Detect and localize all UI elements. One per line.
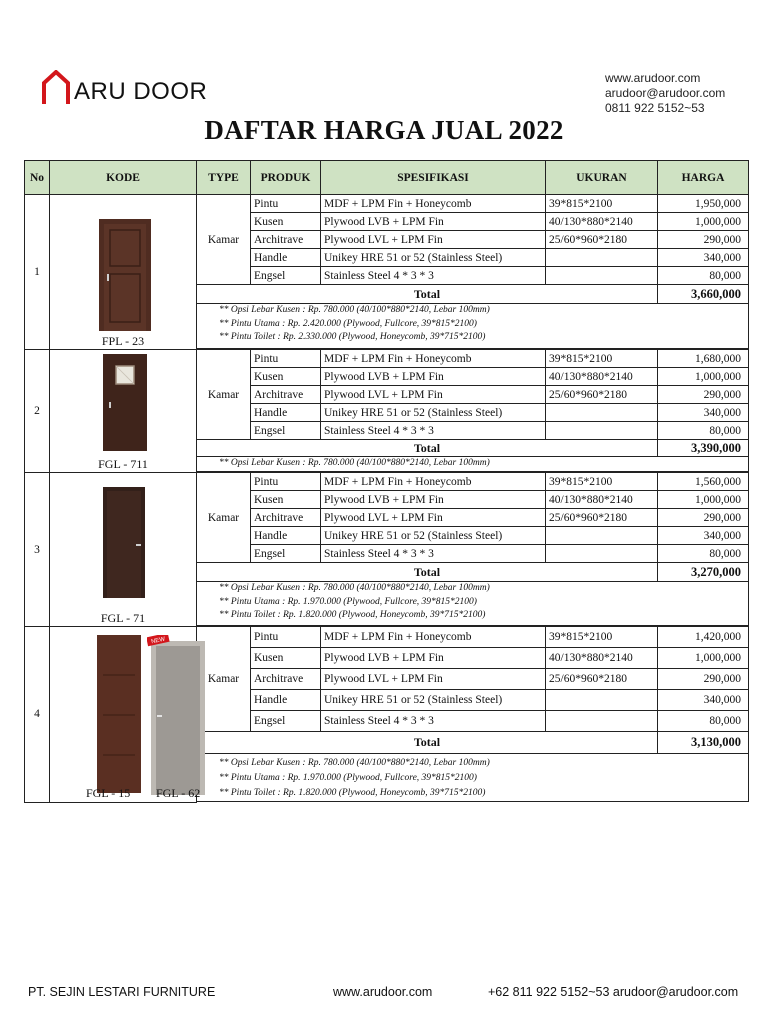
product-type: Kamar [197,195,251,285]
contact-phone: 0811 922 5152~53 [605,101,705,115]
ukuran-cell [546,404,658,422]
note-line: ** Pintu Toilet : Rp. 1.820.000 (Plywood, Honeycomb, 39*715*2100) [219,788,486,798]
header-kode: KODE [50,161,197,195]
produk-cell: Engsel [251,422,321,440]
ukuran-cell: 39*815*2100 [546,473,658,491]
harga-cell: 1,680,000 [658,350,749,368]
row-number: 2 [25,350,50,473]
note-line: ** Pintu Toilet : Rp. 2.330.000 (Plywood, Honeycomb, 39*715*2100) [219,332,486,342]
brand-name: ARU DOOR [74,78,208,105]
note-line: ** Pintu Toilet : Rp. 1.820.000 (Plywood, Honeycomb, 39*715*2100) [219,610,486,620]
header-no: No [25,161,50,195]
harga-cell: 290,000 [658,386,749,404]
spesifikasi-cell: Plywood LVB + LPM Fin [321,368,546,386]
harga-cell: 1,560,000 [658,473,749,491]
produk-cell: Kusen [251,491,321,509]
spesifikasi-cell: MDF + LPM Fin + Honeycomb [321,627,546,648]
header-spesifikasi: SPESIFIKASI [321,161,546,195]
notes-cell [197,304,749,349]
spesifikasi-cell: Unikey HRE 51 or 52 (Stainless Steel) [321,404,546,422]
spesifikasi-cell: Unikey HRE 51 or 52 (Stainless Steel) [321,690,546,711]
product-code: FGL - 15 [86,785,131,800]
spesifikasi-cell: Plywood LVL + LPM Fin [321,386,546,404]
notes-cell [197,582,749,626]
footer-contact: +62 811 922 5152~53 arudoor@arudoor.com [488,985,739,999]
contact-email[interactable]: arudoor@arudoor.com [605,86,726,100]
harga-cell: 1,420,000 [658,627,749,648]
spesifikasi-cell: Plywood LVB + LPM Fin [321,648,546,669]
spesifikasi-cell: MDF + LPM Fin + Honeycomb [321,195,546,213]
harga-cell: 1,000,000 [658,368,749,386]
row-number: 4 [25,627,50,803]
total-label: Total [197,285,658,304]
product-code: FGL - 71 [100,611,146,625]
row-number: 1 [25,195,50,350]
ukuran-cell: 25/60*960*2180 [546,386,658,404]
product-code: FGL - 62 [156,785,201,800]
notes-cell [197,457,749,472]
harga-cell: 80,000 [658,545,749,563]
note-line: ** Pintu Utama : Rp. 1.970.000 (Plywood, Fullcore, 39*815*2100) [219,596,477,607]
spesifikasi-cell: Plywood LVL + LPM Fin [321,669,546,690]
product-type: Kamar [197,473,251,563]
produk-cell: Kusen [251,648,321,669]
harga-cell: 80,000 [658,267,749,285]
table-row [25,195,749,213]
page-title: DAFTAR HARGA JUAL 2022 [204,115,564,145]
harga-cell: 340,000 [658,249,749,267]
produk-cell: Handle [251,249,321,267]
table-row [25,350,749,368]
ukuran-cell [546,527,658,545]
note-line: ** Opsi Lebar Kusen : Rp. 780.000 (40/100*880*2140, Lebar 100mm) [219,305,490,315]
header-produk: PRODUK [251,161,321,195]
produk-cell: Pintu [251,627,321,648]
contact-block [605,71,725,116]
note-line: ** Pintu Utama : Rp. 2.420.000 (Plywood, Fullcore, 39*815*2100) [219,318,477,329]
ukuran-cell: 39*815*2100 [546,195,658,213]
notes-cell [197,754,749,802]
contact-website[interactable]: www.arudoor.com [605,71,701,85]
door-fgl71-image [103,487,145,598]
ukuran-cell: 40/130*880*2140 [546,491,658,509]
produk-cell: Engsel [251,545,321,563]
note-line: ** Opsi Lebar Kusen : Rp. 780.000 (40/100*880*2140, Lebar 100mm) [219,583,490,593]
ukuran-cell: 25/60*960*2180 [546,669,658,690]
note-line: ** Opsi Lebar Kusen : Rp. 780.000 (40/100*880*2140, Lebar 100mm) [219,458,490,468]
product-code: FPL - 23 [101,334,145,348]
product-type: Kamar [197,627,251,732]
ukuran-cell: 40/130*880*2140 [546,368,658,386]
ukuran-cell: 25/60*960*2180 [546,509,658,527]
spesifikasi-cell: Plywood LVB + LPM Fin [321,491,546,509]
product-image-cell [50,195,197,350]
harga-cell: 340,000 [658,527,749,545]
header-harga: HARGA [658,161,749,195]
ukuran-cell: 40/130*880*2140 [546,648,658,669]
harga-cell: 80,000 [658,422,749,440]
produk-cell: Pintu [251,350,321,368]
produk-cell: Kusen [251,368,321,386]
harga-cell: 80,000 [658,711,749,732]
ukuran-cell [546,249,658,267]
spesifikasi-cell: Plywood LVL + LPM Fin [321,231,546,249]
produk-cell: Handle [251,404,321,422]
header-ukuran: UKURAN [546,161,658,195]
header-type: TYPE [197,161,251,195]
spesifikasi-cell: Plywood LVL + LPM Fin [321,509,546,527]
table-row [25,473,749,491]
ukuran-cell: 39*815*2100 [546,350,658,368]
footer-website[interactable]: www.arudoor.com [333,985,433,999]
product-code: FGL - 711 [98,457,148,471]
total-label: Total [197,440,658,457]
harga-cell: 290,000 [658,669,749,690]
harga-cell: 1,950,000 [658,195,749,213]
ukuran-cell [546,545,658,563]
total-value: 3,130,000 [658,732,749,754]
note-line: ** Pintu Utama : Rp. 1.970.000 (Plywood, Fullcore, 39*815*2100) [219,773,477,783]
row-number: 3 [25,473,50,627]
product-image-cell [50,350,197,473]
harga-cell: 290,000 [658,509,749,527]
new-badge: NEW [150,636,166,646]
produk-cell: Engsel [251,711,321,732]
spesifikasi-cell: Plywood LVB + LPM Fin [321,213,546,231]
total-value: 3,270,000 [658,563,749,582]
spesifikasi-cell: MDF + LPM Fin + Honeycomb [321,473,546,491]
produk-cell: Architrave [251,669,321,690]
produk-cell: Handle [251,690,321,711]
house-logo-icon [42,70,70,106]
produk-cell: Pintu [251,473,321,491]
harga-cell: 340,000 [658,690,749,711]
ukuran-cell: 40/130*880*2140 [546,213,658,231]
ukuran-cell [546,711,658,732]
produk-cell: Architrave [251,386,321,404]
total-value: 3,660,000 [658,285,749,304]
door-fgl62-image [147,635,205,795]
total-value: 3,390,000 [658,440,749,457]
ukuran-cell [546,422,658,440]
spesifikasi-cell: Stainless Steel 4 * 3 * 3 [321,545,546,563]
harga-cell: 1,000,000 [658,648,749,669]
ukuran-cell: 25/60*960*2180 [546,231,658,249]
footer-company: PT. SEJIN LESTARI FURNITURE [28,985,216,999]
brand-logo [42,70,222,108]
ukuran-cell [546,267,658,285]
spesifikasi-cell: Unikey HRE 51 or 52 (Stainless Steel) [321,249,546,267]
spesifikasi-cell: MDF + LPM Fin + Honeycomb [321,350,546,368]
table-row [25,627,749,648]
ukuran-cell: 39*815*2100 [546,627,658,648]
harga-cell: 340,000 [658,404,749,422]
product-image-cell [50,473,197,627]
harga-cell: 1,000,000 [658,491,749,509]
table-header-row [25,161,749,195]
ukuran-cell [546,690,658,711]
price-table [24,160,749,803]
product-image-cell [50,627,201,803]
produk-cell: Architrave [251,509,321,527]
spesifikasi-cell: Stainless Steel 4 * 3 * 3 [321,267,546,285]
spesifikasi-cell: Stainless Steel 4 * 3 * 3 [321,422,546,440]
produk-cell: Kusen [251,213,321,231]
spesifikasi-cell: Stainless Steel 4 * 3 * 3 [321,711,546,732]
produk-cell: Architrave [251,231,321,249]
total-label: Total [197,563,658,582]
harga-cell: 290,000 [658,231,749,249]
produk-cell: Handle [251,527,321,545]
door-fgl711-image [103,354,147,451]
produk-cell: Pintu [251,195,321,213]
door-fpl23-image [99,219,151,331]
total-label: Total [197,732,658,754]
produk-cell: Engsel [251,267,321,285]
spesifikasi-cell: Unikey HRE 51 or 52 (Stainless Steel) [321,527,546,545]
harga-cell: 1,000,000 [658,213,749,231]
note-line: ** Opsi Lebar Kusen : Rp. 780.000 (40/100*880*2140, Lebar 100mm) [219,758,490,768]
product-type: Kamar [197,350,251,440]
door-fgl15-image [97,635,141,793]
